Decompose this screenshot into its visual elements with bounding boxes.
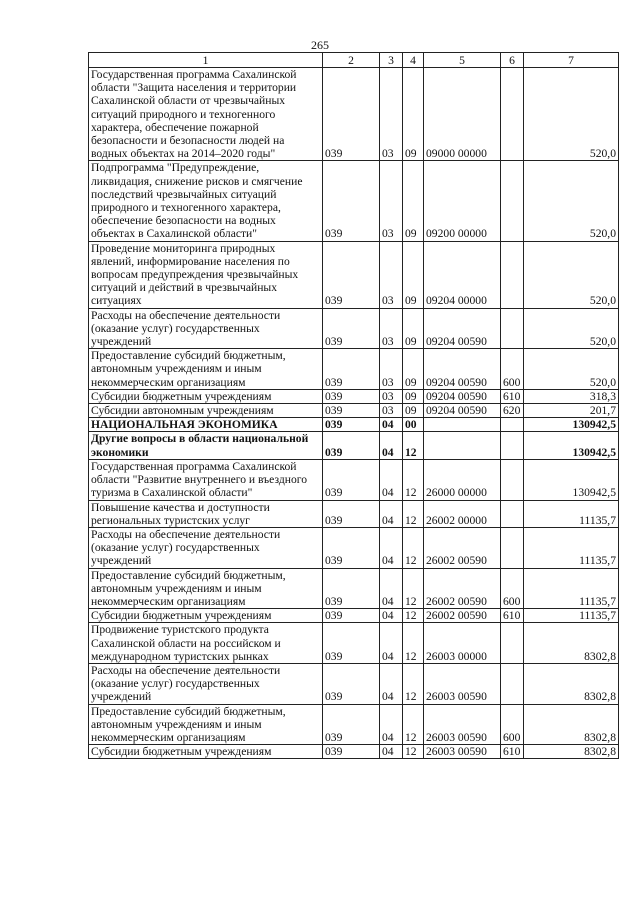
row-ministry-code: 039 <box>323 349 380 390</box>
row-expense-type <box>501 623 524 664</box>
row-ministry-code: 039 <box>323 389 380 403</box>
row-ministry-code: 039 <box>323 568 380 609</box>
row-subsection-code: 09 <box>403 389 424 403</box>
row-subsection-code: 12 <box>403 500 424 527</box>
row-subsection-code: 12 <box>403 568 424 609</box>
row-subsection-code: 12 <box>403 745 424 759</box>
row-name: Продвижение туристского продукта Сахалинской области на российском и международном туристских рынках <box>89 623 323 664</box>
row-expense-type: 610 <box>501 745 524 759</box>
table-row <box>89 68 619 161</box>
row-target-code: 26003 00590 <box>424 663 501 704</box>
row-amount: 8302,8 <box>524 704 619 745</box>
row-section-code: 04 <box>380 500 403 527</box>
row-section-code: 03 <box>380 161 403 241</box>
row-target-code: 09204 00590 <box>424 389 501 403</box>
table-row <box>89 527 619 568</box>
table-row <box>89 161 619 241</box>
row-ministry-code: 039 <box>323 609 380 623</box>
row-subsection-code: 12 <box>403 623 424 664</box>
row-expense-type: 610 <box>501 389 524 403</box>
table-body <box>89 68 619 759</box>
row-subsection-code: 00 <box>403 418 424 432</box>
row-ministry-code: 039 <box>323 459 380 500</box>
row-subsection-code: 12 <box>403 704 424 745</box>
row-amount: 130942,5 <box>524 432 619 459</box>
row-target-code: 09204 00590 <box>424 308 501 349</box>
row-subsection-code: 09 <box>403 161 424 241</box>
row-target-code: 26003 00590 <box>424 704 501 745</box>
column-header-6: 6 <box>501 53 524 68</box>
row-section-code: 03 <box>380 389 403 403</box>
row-section-code: 04 <box>380 432 403 459</box>
row-amount: 8302,8 <box>524 623 619 664</box>
row-amount: 130942,5 <box>524 418 619 432</box>
row-expense-type <box>501 161 524 241</box>
row-target-code: 09204 00590 <box>424 349 501 390</box>
row-name: Расходы на обеспечение деятельности (оказание услуг) государственных учреждений <box>89 527 323 568</box>
row-expense-type <box>501 418 524 432</box>
header-row <box>89 53 619 68</box>
row-ministry-code: 039 <box>323 68 380 161</box>
row-target-code: 09200 00000 <box>424 161 501 241</box>
row-subsection-code: 12 <box>403 459 424 500</box>
table-row <box>89 459 619 500</box>
table-row <box>89 432 619 459</box>
table-row <box>89 349 619 390</box>
table-header <box>89 53 619 68</box>
row-section-code: 03 <box>380 308 403 349</box>
row-target-code: 26002 00000 <box>424 500 501 527</box>
row-name: Субсидии бюджетным учреждениям <box>89 745 323 759</box>
row-section-code: 03 <box>380 404 403 418</box>
table-row <box>89 418 619 432</box>
row-amount: 520,0 <box>524 161 619 241</box>
row-expense-type <box>501 663 524 704</box>
row-section-code: 04 <box>380 418 403 432</box>
row-section-code: 04 <box>380 663 403 704</box>
row-target-code: 26000 00000 <box>424 459 501 500</box>
row-expense-type <box>501 459 524 500</box>
column-header-2: 2 <box>323 53 380 68</box>
row-ministry-code: 039 <box>323 418 380 432</box>
row-expense-type: 600 <box>501 349 524 390</box>
row-ministry-code: 039 <box>323 623 380 664</box>
row-subsection-code: 09 <box>403 349 424 390</box>
row-section-code: 04 <box>380 623 403 664</box>
row-name: Субсидии бюджетным учреждениям <box>89 609 323 623</box>
table-row <box>89 308 619 349</box>
row-section-code: 04 <box>380 704 403 745</box>
table-row <box>89 389 619 403</box>
row-name: Предоставление субсидий бюджетным, автономным учреждениям и иным некоммерческим организациям <box>89 568 323 609</box>
table-row <box>89 241 619 308</box>
row-name: Государственная программа Сахалинской области "Развитие внутреннего и въездного туризма в Сахалинской области" <box>89 459 323 500</box>
row-ministry-code: 039 <box>323 663 380 704</box>
row-ministry-code: 039 <box>323 745 380 759</box>
row-target-code <box>424 432 501 459</box>
row-amount: 318,3 <box>524 389 619 403</box>
row-target-code: 09000 00000 <box>424 68 501 161</box>
row-name: Проведение мониторинга природных явлений, информирование населения по вопросам предупреждения чрезвычайных ситуаций и действий в чрезвычайных ситуациях <box>89 241 323 308</box>
row-ministry-code: 039 <box>323 161 380 241</box>
row-ministry-code: 039 <box>323 404 380 418</box>
row-name: Расходы на обеспечение деятельности (оказание услуг) государственных учреждений <box>89 663 323 704</box>
row-section-code: 04 <box>380 568 403 609</box>
row-subsection-code: 09 <box>403 308 424 349</box>
row-amount: 8302,8 <box>524 663 619 704</box>
row-expense-type <box>501 68 524 161</box>
table-row <box>89 623 619 664</box>
row-amount: 520,0 <box>524 68 619 161</box>
row-name: Предоставление субсидий бюджетным, автономным учреждениям и иным некоммерческим организациям <box>89 349 323 390</box>
row-name: Государственная программа Сахалинской области "Защита населения и территории Сахалинской области от чрезвычайных ситуаций природного и техногенного характера, обеспечение пожарной безопасности и безопасности людей на водных объектах на 2014–2020 годы" <box>89 68 323 161</box>
row-name: Другие вопросы в области национальной экономики <box>89 432 323 459</box>
row-subsection-code: 12 <box>403 663 424 704</box>
row-expense-type <box>501 500 524 527</box>
column-header-1: 1 <box>89 53 323 68</box>
column-header-4: 4 <box>403 53 424 68</box>
table-row <box>89 500 619 527</box>
column-header-5: 5 <box>424 53 501 68</box>
row-expense-type: 600 <box>501 704 524 745</box>
row-amount: 130942,5 <box>524 459 619 500</box>
row-name: Подпрограмма "Предупреждение, ликвидация, снижение рисков и смягчение последствий чрезвычайных ситуаций природного и техногенного характера, обеспечение безопасности на водных объектах в Сахалинской области" <box>89 161 323 241</box>
row-section-code: 04 <box>380 609 403 623</box>
row-section-code: 04 <box>380 527 403 568</box>
table-row <box>89 609 619 623</box>
row-target-code: 26003 00000 <box>424 623 501 664</box>
page-number: 265 <box>311 38 329 52</box>
row-section-code: 04 <box>380 745 403 759</box>
row-name: Расходы на обеспечение деятельности (оказание услуг) государственных учреждений <box>89 308 323 349</box>
row-expense-type: 620 <box>501 404 524 418</box>
row-amount: 11135,7 <box>524 500 619 527</box>
row-expense-type: 610 <box>501 609 524 623</box>
table-row <box>89 663 619 704</box>
row-name: Субсидии бюджетным учреждениям <box>89 389 323 403</box>
budget-table <box>88 52 619 759</box>
row-subsection-code: 12 <box>403 432 424 459</box>
row-target-code: 26002 00590 <box>424 527 501 568</box>
row-ministry-code: 039 <box>323 308 380 349</box>
row-subsection-code: 09 <box>403 404 424 418</box>
row-ministry-code: 039 <box>323 704 380 745</box>
row-amount: 8302,8 <box>524 745 619 759</box>
row-amount: 11135,7 <box>524 609 619 623</box>
row-expense-type <box>501 241 524 308</box>
table-row <box>89 404 619 418</box>
row-expense-type: 600 <box>501 568 524 609</box>
row-target-code: 26002 00590 <box>424 568 501 609</box>
row-section-code: 03 <box>380 241 403 308</box>
row-amount: 11135,7 <box>524 568 619 609</box>
row-target-code: 26003 00590 <box>424 745 501 759</box>
row-expense-type <box>501 432 524 459</box>
row-subsection-code: 09 <box>403 241 424 308</box>
row-name: Субсидии автономным учреждениям <box>89 404 323 418</box>
row-ministry-code: 039 <box>323 527 380 568</box>
row-amount: 11135,7 <box>524 527 619 568</box>
table-row <box>89 568 619 609</box>
row-section-code: 03 <box>380 349 403 390</box>
row-name: Повышение качества и доступности региональных туристских услуг <box>89 500 323 527</box>
row-section-code: 04 <box>380 459 403 500</box>
column-header-3: 3 <box>380 53 403 68</box>
row-subsection-code: 12 <box>403 609 424 623</box>
row-amount: 201,7 <box>524 404 619 418</box>
row-expense-type <box>501 527 524 568</box>
row-ministry-code: 039 <box>323 241 380 308</box>
table-row <box>89 704 619 745</box>
row-target-code <box>424 418 501 432</box>
table-row <box>89 745 619 759</box>
row-target-code: 26002 00590 <box>424 609 501 623</box>
row-ministry-code: 039 <box>323 500 380 527</box>
row-ministry-code: 039 <box>323 432 380 459</box>
row-amount: 520,0 <box>524 349 619 390</box>
row-name: Предоставление субсидий бюджетным, автономным учреждениям и иным некоммерческим организациям <box>89 704 323 745</box>
row-subsection-code: 12 <box>403 527 424 568</box>
row-section-code: 03 <box>380 68 403 161</box>
row-target-code: 09204 00000 <box>424 241 501 308</box>
row-amount: 520,0 <box>524 308 619 349</box>
column-header-7: 7 <box>524 53 619 68</box>
row-expense-type <box>501 308 524 349</box>
row-target-code: 09204 00590 <box>424 404 501 418</box>
row-name: НАЦИОНАЛЬНАЯ ЭКОНОМИКА <box>89 418 323 432</box>
row-subsection-code: 09 <box>403 68 424 161</box>
row-amount: 520,0 <box>524 241 619 308</box>
